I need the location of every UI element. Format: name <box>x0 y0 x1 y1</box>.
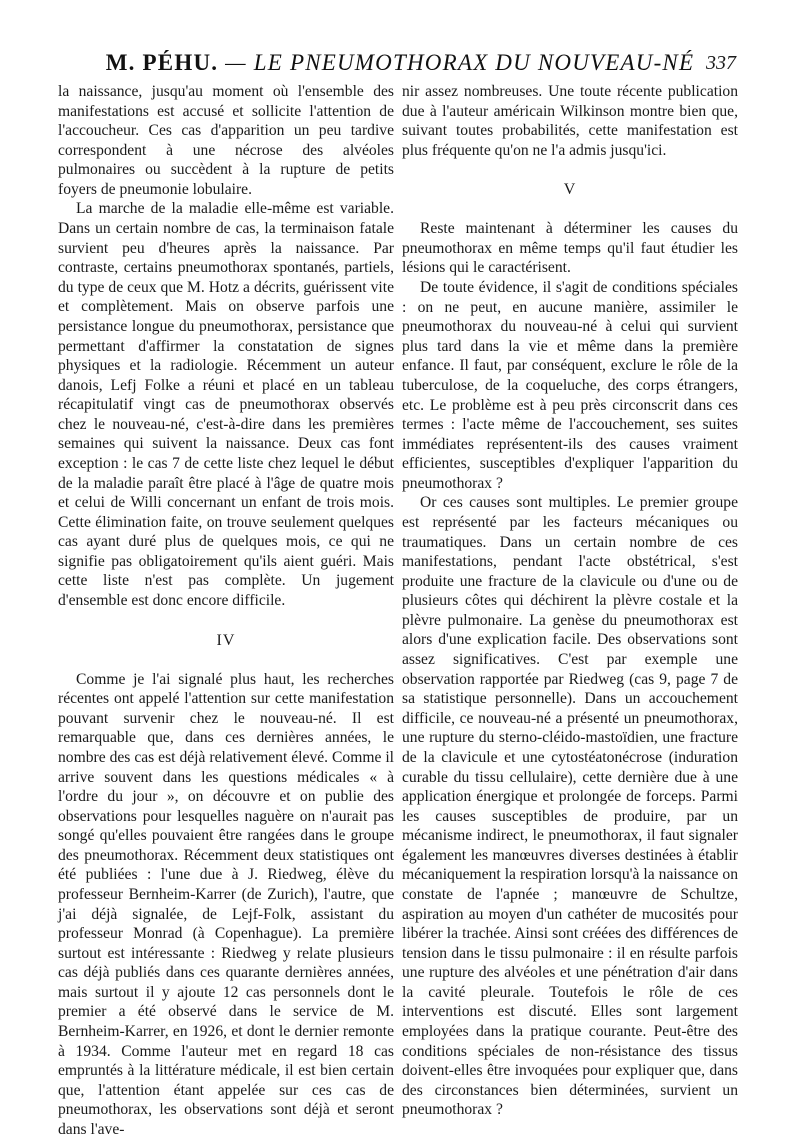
running-title <box>0 50 800 76</box>
header-subject: LE PNEUMOTHORAX DU NOUVEAU-NÉ <box>253 50 695 75</box>
right-paragraph-4: Or ces causes sont multiples. Le premier groupe est représenté par les facteurs mécaniques ou traumatiques. Dans un certain nombre de ces manifestations, pendant l'acte obstétrical, s'est produite une fracture de la clavicule ou d'une ou de plusieurs côtes qui déchirent la plèvre costale et la plèvre pulmonaire. La genèse du pneumothorax est alors d'une explication facile. Des observations sont assez significatives. C'est par exemple une observation rapportée par Riedweg (cas 9, page 7 de sa statistique personnelle). Dans un accouchement difficile, ce nouveau-né a présenté un pneumothorax, une rupture du sterno-cléido-mastoïdien, une fracture de la clavicule et une cytostéatonécrose (induration curable du tissu cellulaire), cette dernière due à une application énergique et prolongée de forceps. Parmi les causes susceptibles de produire, par un mécanisme indirect, le pneumothorax, il faut signaler également les manœuvres diverses destinées à établir mécaniquement la respiration lorsqu'à la naissance on constate de l'apnée ; manœuvre de Schultze, aspiration au moyen d'un cathéter de mucosités pour libérer la trachée. Ainsi sont créées des différences de tension dans le tissu pulmonaire : il en résulte parfois une rupture des alvéoles et une pénétration d'air dans la cavité pleurale. Toutefois le rôle de ces interventions est discuté. Elles sont largement employées dans la pratique courante. Peut-être des conditions spéciales de non-résistance des tissus doivent-elles être invoquées pour expliquer que, dans des circonstances bien déterminées, survient un pneumothorax ? <box>402 494 738 1119</box>
left-paragraph-3: Comme je l'ai signalé plus haut, les recherches récentes ont appelé l'attention sur cette manifestation pouvant survenir chez le nouveau-né. Il est remarquable que, dans ces dernières années, le nombre des cas est déjà relativement élevé. Comme il arrive souvent dans les questions médicales « à l'ordre du jour », on découvre et on publie des observations pour lesquelles naguère on n'aurait pas songé qu'elles pouvaient être rangées dans le groupe des pneumothorax. Récemment deux statistiques ont été publiées : l'une due à J. Riedweg, élève du professeur Bernheim-Karrer (de Zurich), l'autre, que j'ai déjà signalée, de Lejf-Folk, assistant du professeur Monrad (à Copenhague). La première surtout est intéressante : Riedweg y relate plusieurs cas déjà publiés dans ces quarante dernières années, mais surtout il y ajoute 12 cas personnels dont le premier a été observé dans le service de M. Bernheim-Karrer, en 1926, et dont le dernier remonte à 1934. Comme l'auteur met en regard 18 cas empruntés à la littérature médicale, il est bien certain que, l'attention étant appelée sur ces cas de pneumothorax, les observations sont déjà et seront dans l'ave- <box>58 670 394 1138</box>
right-paragraph-3: De toute évidence, il s'agit de conditions spéciales : on ne peut, en aucune manière, assimiler le pneumothorax du nouveau-né à celui qui survient plus tard dans la vie et même dans la première enfance. Il faut, par conséquent, exclure le rôle de la tuberculose, de la coqueluche, des corps étrangers, etc. Le problème est à peu près circonscrit dans ces termes : l'acte même de l'accouchement, ses suites immédiates représentent-ils des causes vraiment efficientes, susceptibles d'expliquer l'apparition du pneumothorax ? <box>402 279 738 492</box>
left-paragraph-2: La marche de la maladie elle-même est variable. Dans un certain nombre de cas, la terminaison fatale survient peu d'heures après la naissance. Par contraste, certains pneumothorax spontanés, partiels, du type de ceux que M. Hotz a décrits, guérissent vite et complètement. Mais on observe parfois une persistance longue du pneumothorax, persistance que permettant d'affirmer la constatation de signes physiques et la radiologie. Récemment un auteur danois, Lefj Folke a réuni et placé en un tableau récapitulatif vingt cas de pneumothorax observés chez le nouveau-né, c'est-à-dire dans les premières semaines qui suivent la naissance. Deux cas font exception : le cas 7 de cette liste chez lequel le début de la maladie paraît être placé à l'âge de quatre mois et celui de Willi concernant un enfant de trois mois. Cette élimination faite, on trouve seulement quelques cas ayant duré plus de quelques mois, ce qui ne signifie pas obligatoirement qu'ils aient guéri. Mais cette liste n'est pas complète. Un jugement d'ensemble est donc encore difficile. <box>58 200 394 610</box>
page-number: 337 <box>706 52 736 74</box>
left-paragraph-1: la naissance, jusqu'au moment où l'ensemble des manifestations est accusé et sollicite l'attention de l'accoucheur. Ces cas d'apparition un peu tardive correspondent à une nécrose des alvéoles pulmonaires ou succèdent à la rupture de petits foyers de pneumonie lobulaire. <box>58 83 394 198</box>
running-header <box>0 44 800 84</box>
section-heading-iv: IV <box>216 631 236 649</box>
section-heading-v: V <box>563 181 577 199</box>
right-column <box>402 82 738 1120</box>
header-separator: — <box>225 50 247 75</box>
left-column <box>58 82 394 1139</box>
right-paragraph-2: Reste maintenant à déterminer les causes du pneumothorax en même temps qu'il faut étudier les lésions qui le caractérisent. <box>402 220 738 277</box>
right-paragraph-1: nir assez nombreuses. Une toute récente publication due à l'auteur américain Wilkinson montre bien que, suivant toutes probabilités, cette manifestation est plus fréquente qu'on ne l'a admis jusqu'ici. <box>402 83 738 159</box>
header-author: M. PÉHU. <box>105 50 219 75</box>
